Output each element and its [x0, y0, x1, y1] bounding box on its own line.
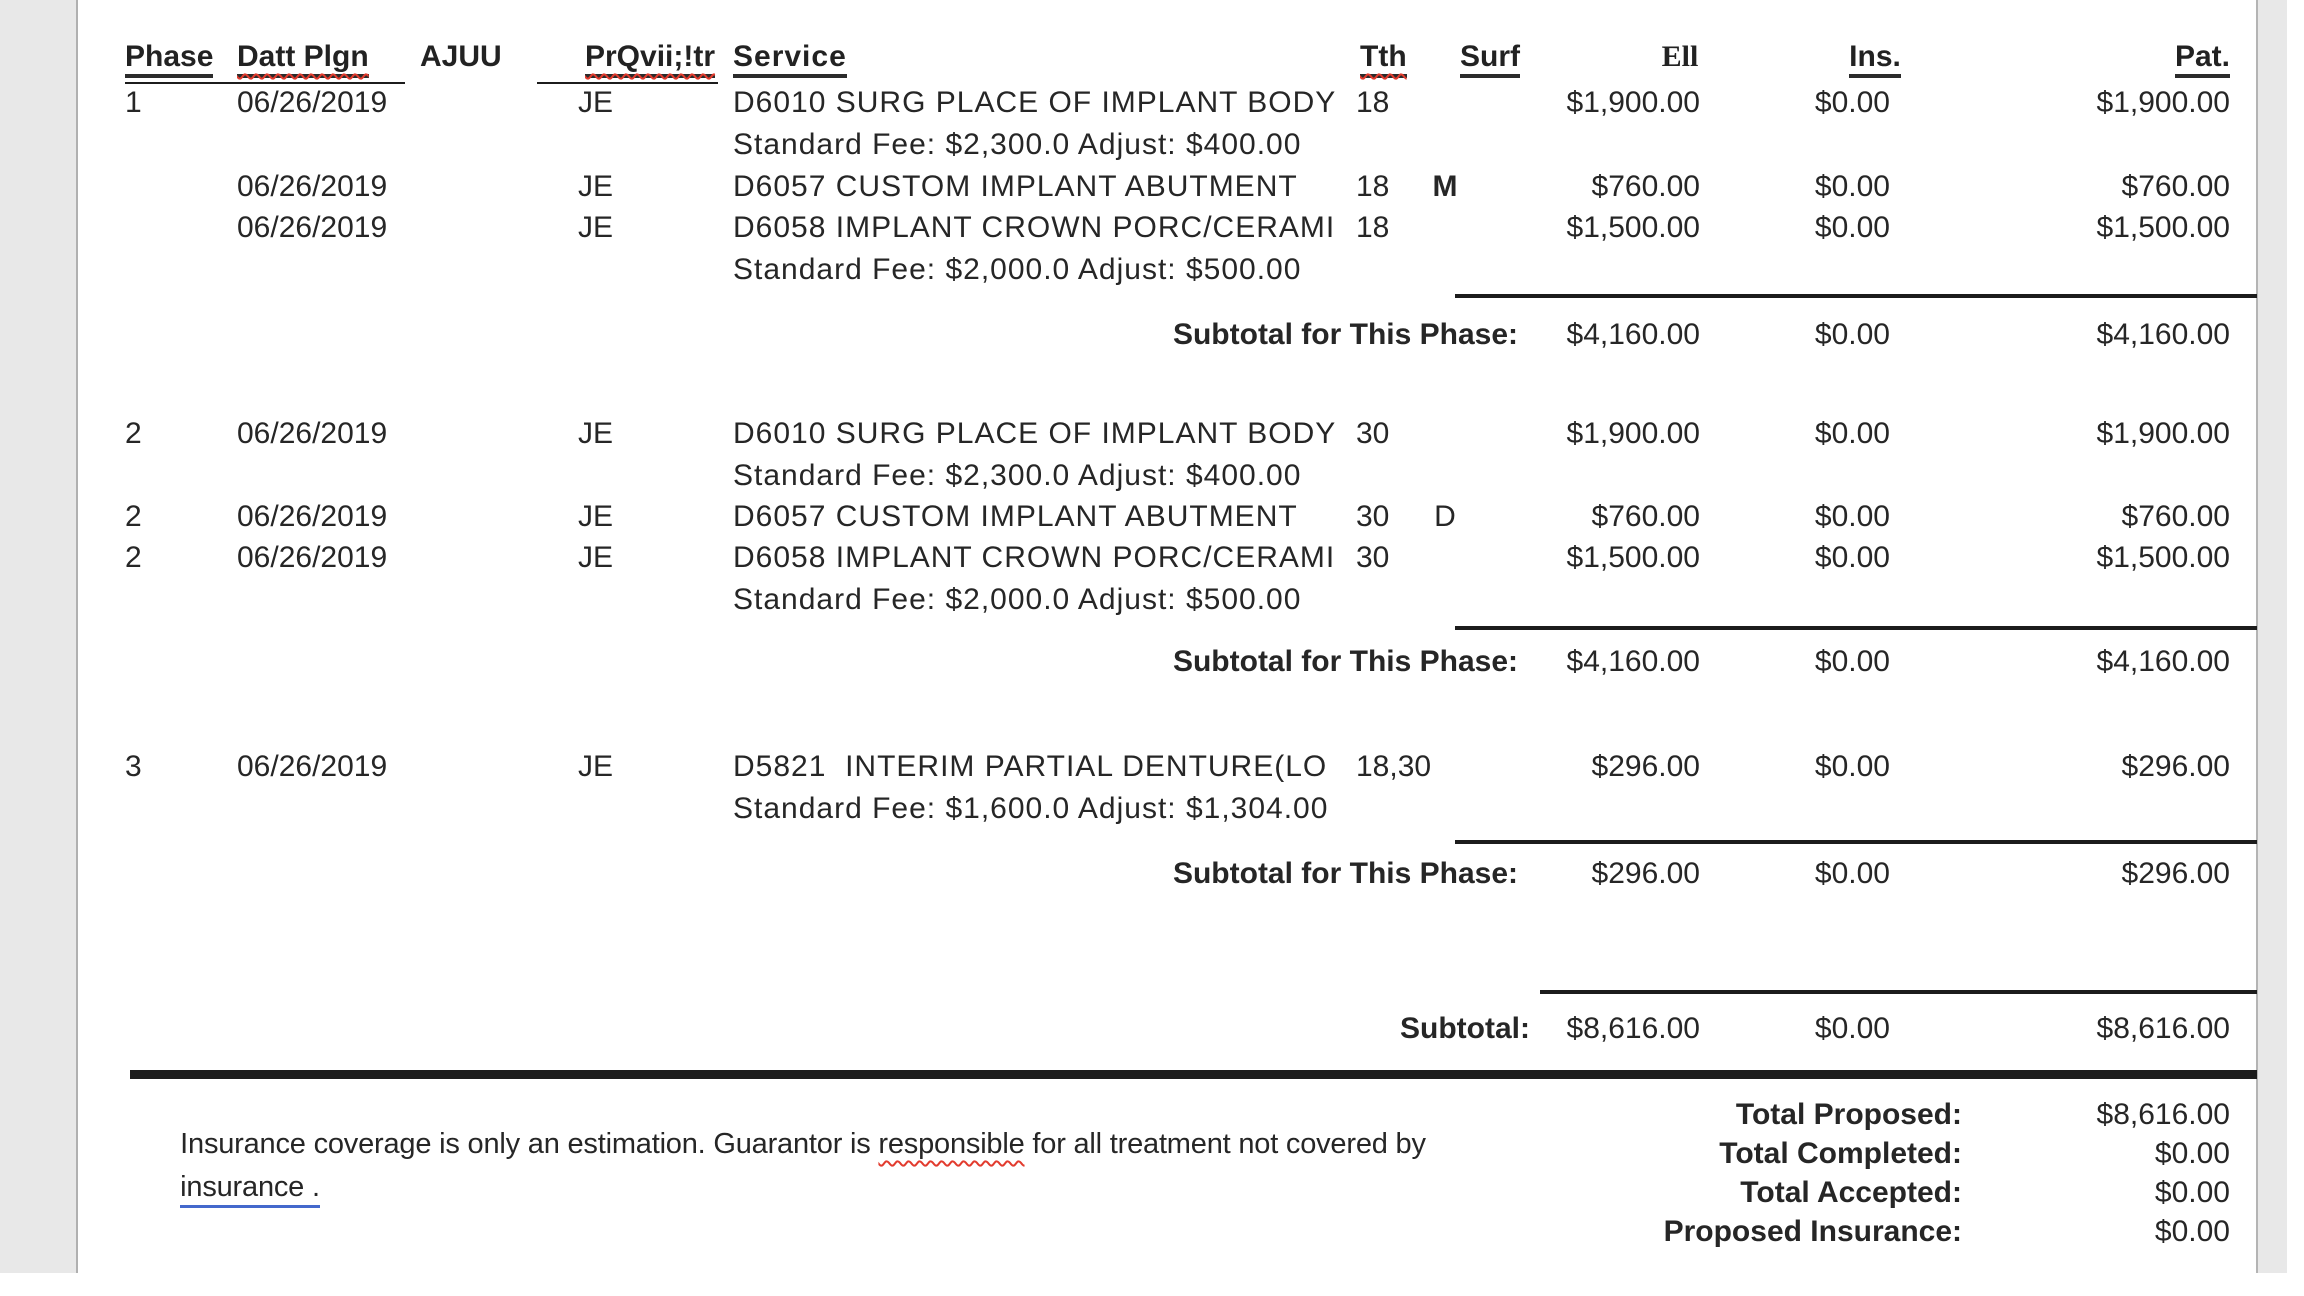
fee-cell: $760.00 [1591, 170, 1700, 203]
fee-cell: $760.00 [1591, 500, 1700, 533]
standard-fee-note: Standard Fee: $2,000.0 Adjust: $500.00 [733, 583, 1302, 616]
total-row [0, 1215, 2304, 1253]
disclaimer-text: for all treatment not covered by [1024, 1128, 1426, 1160]
phase-subtotal-label: Subtotal for This Phase: [1172, 318, 1518, 351]
standard-fee-note: Standard Fee: $1,600.0 Adjust: $1,304.00 [733, 792, 1329, 825]
total-row [0, 1137, 2304, 1175]
provider-cell: JE [578, 417, 614, 450]
insurance-cell: $0.00 [1814, 750, 1890, 783]
standard-fee-note: Standard Fee: $2,300.0 Adjust: $400.00 [733, 459, 1302, 492]
fee-note-row [0, 792, 2304, 830]
insurance-cell: $0.00 [1814, 500, 1890, 533]
provider-cell: JE [578, 750, 614, 783]
tooth-cell: 18,30 [1356, 750, 1432, 783]
service-row [0, 500, 2304, 538]
service-cell: D6057 CUSTOM IMPLANT ABUTMENT [733, 170, 1298, 203]
service-row [0, 170, 2304, 208]
fee-cell: $1,500.00 [1566, 541, 1700, 574]
service-row [0, 750, 2304, 788]
phase-subtotal-rule [1455, 626, 2257, 630]
column-header-patient: Pat. [2175, 41, 2230, 78]
grand-subtotal-rule [1540, 990, 2257, 994]
fee-note-row [0, 128, 2304, 166]
phase-cell: 1 [125, 86, 142, 119]
surface-cell: D [1434, 500, 1456, 533]
fee-note-row [0, 459, 2304, 497]
grand-subtotal-row [0, 1012, 2304, 1050]
proposed-insurance-label: Proposed Insurance: [1663, 1215, 1962, 1248]
date-cell: 06/26/2019 [237, 417, 388, 450]
patient-cell: $296.00 [2121, 750, 2230, 783]
tooth-cell: 18 [1356, 170, 1390, 203]
phase-subtotal-rule [1455, 294, 2257, 298]
date-cell: 06/26/2019 [237, 211, 388, 244]
footer-rule [130, 1070, 2257, 1079]
phase-cell: 2 [125, 541, 142, 574]
subtotal-patient: $4,160.00 [2096, 318, 2230, 351]
column-header-date-plan: Datt Plgn [237, 41, 369, 78]
phase-cell: 2 [125, 500, 142, 533]
subtotal-fee: $4,160.00 [1566, 318, 1700, 351]
insurance-cell: $0.00 [1814, 170, 1890, 203]
column-header-insurance: Ins. [1849, 41, 1901, 78]
phase-subtotal-label: Subtotal for This Phase: [1172, 857, 1518, 890]
service-cell: D6058 IMPLANT CROWN PORC/CERAMI [733, 211, 1336, 244]
date-cell: 06/26/2019 [237, 86, 388, 119]
column-header-phase: Phase [125, 41, 213, 78]
insurance-link[interactable]: insurance . [180, 1171, 320, 1208]
service-cell: D6010 SURG PLACE OF IMPLANT BODY [733, 86, 1337, 119]
provider-cell: JE [578, 211, 614, 244]
fee-note-row [0, 253, 2304, 291]
patient-cell: $760.00 [2121, 170, 2230, 203]
grand-subtotal-insurance: $0.00 [1814, 1012, 1890, 1045]
grand-subtotal-fee: $8,616.00 [1566, 1012, 1700, 1045]
service-cell: D6010 SURG PLACE OF IMPLANT BODY [733, 417, 1337, 450]
tooth-cell: 18 [1356, 86, 1390, 119]
grand-subtotal-patient: $8,616.00 [2096, 1012, 2230, 1045]
phase-cell: 3 [125, 750, 142, 783]
provider-cell: JE [578, 170, 614, 203]
fee-cell: $1,900.00 [1566, 86, 1700, 119]
insurance-cell: $0.00 [1814, 211, 1890, 244]
column-header-surface: Surf [1460, 41, 1520, 78]
subtotal-insurance: $0.00 [1814, 857, 1890, 890]
column-header-fee: Ell [1661, 40, 1699, 73]
tooth-cell: 30 [1356, 417, 1390, 450]
service-row [0, 86, 2304, 124]
disclaimer-misspelled-word: responsible [878, 1128, 1025, 1160]
phase-cell: 2 [125, 417, 142, 450]
date-cell: 06/26/2019 [237, 500, 388, 533]
total-accepted-label: Total Accepted: [1740, 1176, 1962, 1209]
date-cell: 06/26/2019 [237, 170, 388, 203]
total-completed-value: $0.00 [2154, 1137, 2230, 1170]
tooth-cell: 30 [1356, 541, 1390, 574]
column-header-ajuu: AJUU [420, 40, 502, 73]
total-accepted-value: $0.00 [2154, 1176, 2230, 1209]
provider-cell: JE [578, 500, 614, 533]
subtotal-fee: $296.00 [1591, 857, 1700, 890]
subtotal-patient: $4,160.00 [2096, 645, 2230, 678]
disclaimer-text: Insurance coverage is only an estimation. Guarantor is [180, 1128, 879, 1160]
service-row [0, 541, 2304, 579]
service-cell: D6057 CUSTOM IMPLANT ABUTMENT [733, 500, 1298, 533]
column-header-service: Service [733, 41, 847, 78]
fee-cell: $1,900.00 [1566, 417, 1700, 450]
phase-subtotal-row [0, 318, 2304, 356]
subtotal-fee: $4,160.00 [1566, 645, 1700, 678]
service-cell: D5821 INTERIM PARTIAL DENTURE(LO [733, 750, 1328, 783]
tooth-cell: 30 [1356, 500, 1390, 533]
fee-cell: $296.00 [1591, 750, 1700, 783]
fee-note-row [0, 583, 2304, 621]
date-cell: 06/26/2019 [237, 750, 388, 783]
provider-cell: JE [578, 541, 614, 574]
patient-cell: $760.00 [2121, 500, 2230, 533]
phase-subtotal-row [0, 645, 2304, 683]
total-row [0, 1176, 2304, 1214]
grand-subtotal-label: Subtotal: [1400, 1012, 1530, 1045]
patient-cell: $1,500.00 [2096, 211, 2230, 244]
proposed-insurance-value: $0.00 [2154, 1215, 2230, 1248]
date-cell: 06/26/2019 [237, 541, 388, 574]
subtotal-patient: $296.00 [2121, 857, 2230, 890]
patient-cell: $1,900.00 [2096, 86, 2230, 119]
total-row [0, 1098, 2304, 1136]
header-separator-left [125, 82, 405, 84]
header-separator-provider [537, 82, 718, 84]
phase-subtotal-label: Subtotal for This Phase: [1172, 645, 1518, 678]
service-row [0, 211, 2304, 249]
phase-subtotal-rule [1455, 840, 2257, 844]
total-completed-label: Total Completed: [1719, 1137, 1962, 1170]
subtotal-insurance: $0.00 [1814, 318, 1890, 351]
insurance-cell: $0.00 [1814, 417, 1890, 450]
fee-cell: $1,500.00 [1566, 211, 1700, 244]
standard-fee-note: Standard Fee: $2,300.0 Adjust: $400.00 [733, 128, 1302, 161]
tooth-cell: 18 [1356, 211, 1390, 244]
total-proposed-value: $8,616.00 [2096, 1098, 2230, 1131]
column-header-tooth: Tth [1360, 41, 1407, 78]
provider-cell: JE [578, 86, 614, 119]
insurance-cell: $0.00 [1814, 86, 1890, 119]
service-row [0, 417, 2304, 455]
surface-cell: M [1432, 170, 1458, 203]
subtotal-insurance: $0.00 [1814, 645, 1890, 678]
patient-cell: $1,900.00 [2096, 417, 2230, 450]
standard-fee-note: Standard Fee: $2,000.0 Adjust: $500.00 [733, 253, 1302, 286]
total-proposed-label: Total Proposed: [1735, 1098, 1962, 1131]
insurance-cell: $0.00 [1814, 541, 1890, 574]
service-cell: D6058 IMPLANT CROWN PORC/CERAMI [733, 541, 1336, 574]
column-header-provider: PrQvii;!tr [585, 41, 715, 78]
table-header-row [0, 40, 2304, 78]
patient-cell: $1,500.00 [2096, 541, 2230, 574]
phase-subtotal-row [0, 857, 2304, 895]
